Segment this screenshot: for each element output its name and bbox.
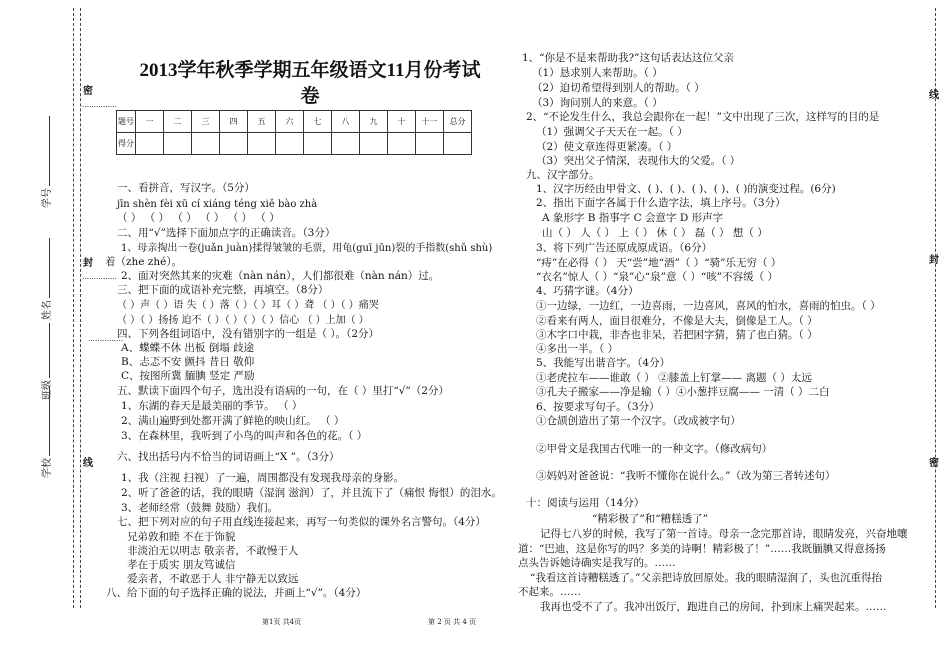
left-line: 着（zhe zhé）。 bbox=[105, 256, 183, 268]
left-line: 非淡泊无以明志 敬亲者，不敢慢于人 bbox=[127, 545, 299, 557]
right-line: （2）使文章连得更紧凑。（ ） bbox=[536, 141, 678, 153]
left-line: （ ） （ ） （ ） （ ） （ ） （ ） bbox=[117, 212, 280, 224]
page-footer-1: 第1页 共4页 bbox=[262, 618, 302, 626]
left-line: 兄弟敦和睦 不在于饰貌 bbox=[127, 531, 236, 543]
seal-dots-3: …………… bbox=[88, 335, 123, 343]
right-line: “衣名”惊人（ ）“泉”心“泉”意（ ）“咳”不容缓（ ） bbox=[536, 271, 778, 283]
score-col: 八 bbox=[332, 111, 360, 133]
left-line: 1、母亲掏出一卷(juǎn juàn)揉得皱皱的毛票，用龟(guī jūn)裂的手指数(shǔ shù) bbox=[121, 243, 493, 254]
right-line: （3）询问别人的来意。（ ） bbox=[532, 97, 663, 109]
score-col: 十 bbox=[388, 111, 416, 133]
right-line: 4、巧猜字谜。（4分） bbox=[536, 285, 639, 297]
left-line: （ ）（ ）扬扬 迫不（ ）（ ）（ ）（ ）信心 （ ）上加（ ） bbox=[117, 315, 369, 326]
score-col: 二 bbox=[164, 111, 192, 133]
left-line: 1、东湖的春天是最美丽的季节。 （ ） bbox=[121, 400, 303, 412]
right-line: （1）强调父子天天在一起。（ ） bbox=[536, 126, 688, 138]
score-col: 四 bbox=[220, 111, 248, 133]
right-line: 道：“巴迪，这是你写的吗？多美的诗啊！精彩极了！”……我既腼腆又得意扬扬 bbox=[518, 543, 886, 555]
right-line: ③妈妈对爸爸说：“我听不懂你在说什么。”（改为第三者转述句） bbox=[536, 470, 836, 482]
right-line: “痔”在必得（ ） 天“尝”地“酒”（ ）“骑”乐无穷（ ） bbox=[536, 257, 782, 269]
right-mark-xian: 线 bbox=[929, 90, 939, 101]
score-table-header-label: 题号 bbox=[117, 111, 136, 133]
score-cell[interactable] bbox=[416, 133, 444, 155]
left-line: 六、找出括号内不恰当的词语画上“X ”。（3分） bbox=[117, 451, 340, 463]
student-id-label: 学号 bbox=[38, 116, 53, 208]
left-line: 2、面对突然其来的灾难（nàn nán），人们都很难（nàn nán）过。 bbox=[121, 270, 440, 282]
right-line: “我看这首诗糟糕透了。”父亲把诗放回原处。我的眼睛湿润了，头也沉重得抬 bbox=[530, 572, 882, 584]
exam-title-line-1: 2013学年秋季学期五年级语文11月份考试 bbox=[139, 60, 481, 81]
reading-passage-title: “精彩极了”和“糟糕透了” bbox=[592, 513, 708, 525]
score-col: 九 bbox=[360, 111, 388, 133]
left-line: C、按图所冀 腼腆 竖定 严励 bbox=[121, 370, 255, 382]
right-line: 5、我能写出谐音字。（4分） bbox=[536, 357, 671, 369]
score-cell[interactable] bbox=[164, 133, 192, 155]
score-cell[interactable] bbox=[276, 133, 304, 155]
exam-title bbox=[100, 58, 520, 110]
right-line: ①仓颉创造出了第一个汉字。（改成被字句） bbox=[536, 415, 741, 427]
right-line: A 象形字 B 指事字 C 会意字 D 形声字 bbox=[542, 212, 724, 224]
right-mark-mi: 密 bbox=[929, 458, 939, 469]
score-cell[interactable] bbox=[192, 133, 220, 155]
page-footer-2: 第 2 页 共 4 页 bbox=[428, 618, 477, 626]
left-line: 七、把下列对应的句子用直线连接起来，再写一句类似的课外名言警句。（4分） bbox=[117, 516, 486, 528]
left-line: 2、满山遍野到处都开满了鲜艳的映山红。 （ ） bbox=[121, 415, 345, 427]
left-line: jīn shèn fèi xū cí xiáng téng xiě bào zhà bbox=[117, 199, 318, 210]
right-line: 不起来。…… bbox=[518, 586, 581, 598]
right-line: ③孔夫子搬家——净是输（ ）④小葱拌豆腐—— 一清（ ）二白 bbox=[536, 386, 830, 398]
right-line: ③木字口中栽，非杏也非呆，若把困字猜，猜了也白猜。（ ） bbox=[536, 329, 818, 341]
left-line: 一、看拼音，写汉字。（5分） bbox=[117, 182, 255, 194]
score-cell[interactable] bbox=[360, 133, 388, 155]
school-label: 学校 bbox=[38, 386, 53, 478]
score-table-header-row bbox=[117, 111, 472, 133]
right-line: 3、将下列广告还原成原成语。（6分） bbox=[536, 242, 713, 254]
left-line: A、蝶蝶不休 出板 倒塌 歧途 bbox=[121, 342, 255, 354]
right-mark-feng: 封 bbox=[929, 255, 939, 266]
right-line: ④多出一半。（ ） bbox=[536, 343, 619, 355]
right-line: ①一边绿，一边红，一边喜雨，一边喜风，喜风的怕水，喜雨的怕虫。（ ） bbox=[536, 300, 881, 312]
binding-dashed-line-left-inner bbox=[80, 8, 81, 608]
right-line: 记得七八岁的时候，我写了第一首诗。母亲一念完那首诗，眼睛发亮，兴奋地嚷 bbox=[540, 528, 908, 540]
left-line: 二、用“√”选择下面加点字的正确读音。（3分） bbox=[117, 227, 336, 239]
left-line: B、忐忑不安 颤抖 昔日 敬仰 bbox=[121, 356, 255, 368]
right-line: ②看来有两人，面目很难分，不像是大夫，倒像是工人。（ ） bbox=[536, 315, 818, 327]
score-cell[interactable] bbox=[136, 133, 164, 155]
seal-mark-xian: 线 bbox=[83, 458, 93, 469]
right-line: 2、“不论发生什么，我总会跟你在一起！”文中出现了三次，这样写的目的是 bbox=[526, 111, 880, 123]
score-col: 五 bbox=[248, 111, 276, 133]
score-cell[interactable] bbox=[444, 133, 472, 155]
score-table-row-label: 得分 bbox=[117, 133, 136, 155]
right-line: 点头告诉她诗确实是我写的。…… bbox=[518, 557, 676, 569]
right-line: 九、汉字部分。 bbox=[526, 169, 600, 181]
left-line: 3、在森林里，我听到了小鸟的叫声和各色的花。（ ） bbox=[121, 430, 368, 442]
seal-mark-mi: 密 bbox=[83, 86, 93, 97]
student-name-label: 姓名 bbox=[38, 238, 53, 320]
right-line: ①老虎拉车——谁敢（ ） ②膝盖上钉掌—— 离题（ ）太远 bbox=[536, 372, 812, 384]
right-line: 十：阅读与运用（14分） bbox=[526, 497, 645, 509]
left-line: 2、听了爸爸的话，我的眼睛（湿润 滋润）了，并且流下了（痛恨 悔恨）的泪水。 bbox=[121, 487, 502, 499]
left-line: 孝在于质实 朋友笃诚信 bbox=[127, 559, 236, 571]
score-col: 十一 bbox=[416, 111, 444, 133]
score-col: 六 bbox=[276, 111, 304, 133]
score-col: 一 bbox=[136, 111, 164, 133]
left-line: 五、默读下面四个句子，选出没有语病的一句，在（ ）里打“√”（2分） bbox=[117, 385, 449, 397]
score-col: 七 bbox=[304, 111, 332, 133]
right-line: （3）突出父子情深，表现伟大的父爱。（ ） bbox=[536, 155, 741, 167]
left-line: （ ）声（ ）语 失（ ）落（ ）（ ）耳（ ）聋 （ ）（ ）痛哭 bbox=[117, 300, 379, 311]
score-col: 三 bbox=[192, 111, 220, 133]
seal-dots-2: …………… bbox=[82, 273, 117, 281]
right-line: 1、“你是不是来帮助我?”这句话表达这位父亲 bbox=[522, 52, 735, 64]
score-table bbox=[116, 110, 472, 155]
seal-dots-1: …………… bbox=[82, 101, 117, 109]
right-line: 2、指出下面字各属于什么造字法，填上序号。（3分） bbox=[536, 197, 786, 209]
left-line: 3、老师经常（鼓舞 鼓励）我们。 bbox=[121, 502, 279, 514]
score-table-score-row bbox=[117, 133, 472, 155]
right-line: （1）恳求别人来帮助。（ ） bbox=[532, 67, 663, 79]
right-line: ②甲骨文是我国古代唯一的一种文字。（修改病句） bbox=[536, 443, 773, 455]
right-line: 6、按要求写句子。（3分） bbox=[536, 401, 660, 413]
left-line: 1、我（注视 扫视）了一遍，周围都没有发现我母亲的身影。 bbox=[121, 472, 405, 484]
right-line: 1、汉字历经由甲骨文、( )、( )、( )、( )、( )的演变过程。(6分) bbox=[536, 183, 836, 195]
score-cell[interactable] bbox=[388, 133, 416, 155]
score-col: 总分 bbox=[444, 111, 472, 133]
left-line: 爱亲者，不敢恶于人 非宁静无以致远 bbox=[127, 573, 299, 585]
binding-dashed-line-left bbox=[73, 8, 74, 608]
left-line: 三、把下面的成语补充完整，再填空。（8分） bbox=[117, 284, 329, 296]
score-cell[interactable] bbox=[220, 133, 248, 155]
right-line: （2）迫切希望得到别人的帮助。（ ） bbox=[532, 82, 705, 94]
score-cell[interactable] bbox=[304, 133, 332, 155]
class-label: 班级 bbox=[38, 323, 53, 400]
seal-mark-feng: 封 bbox=[83, 258, 93, 269]
left-line: 四、下列各组词语中，没有错别字的一组是（ ）。（2分） bbox=[117, 328, 380, 340]
left-line: 八、给下面的句子选择正确的说法，并画上“√”。（4分） bbox=[106, 587, 367, 599]
right-line: 山（ ） 人（ ） 上（ ） 休（ ） 磊（ ） 想（ ） bbox=[542, 227, 768, 239]
right-line: 我再也受不了了。我冲出饭厅，跑进自己的房间，扑到床上痛哭起来。…… bbox=[540, 601, 887, 613]
score-cell[interactable] bbox=[332, 133, 360, 155]
exam-title-line-2: 卷 bbox=[300, 86, 320, 107]
score-cell[interactable] bbox=[248, 133, 276, 155]
